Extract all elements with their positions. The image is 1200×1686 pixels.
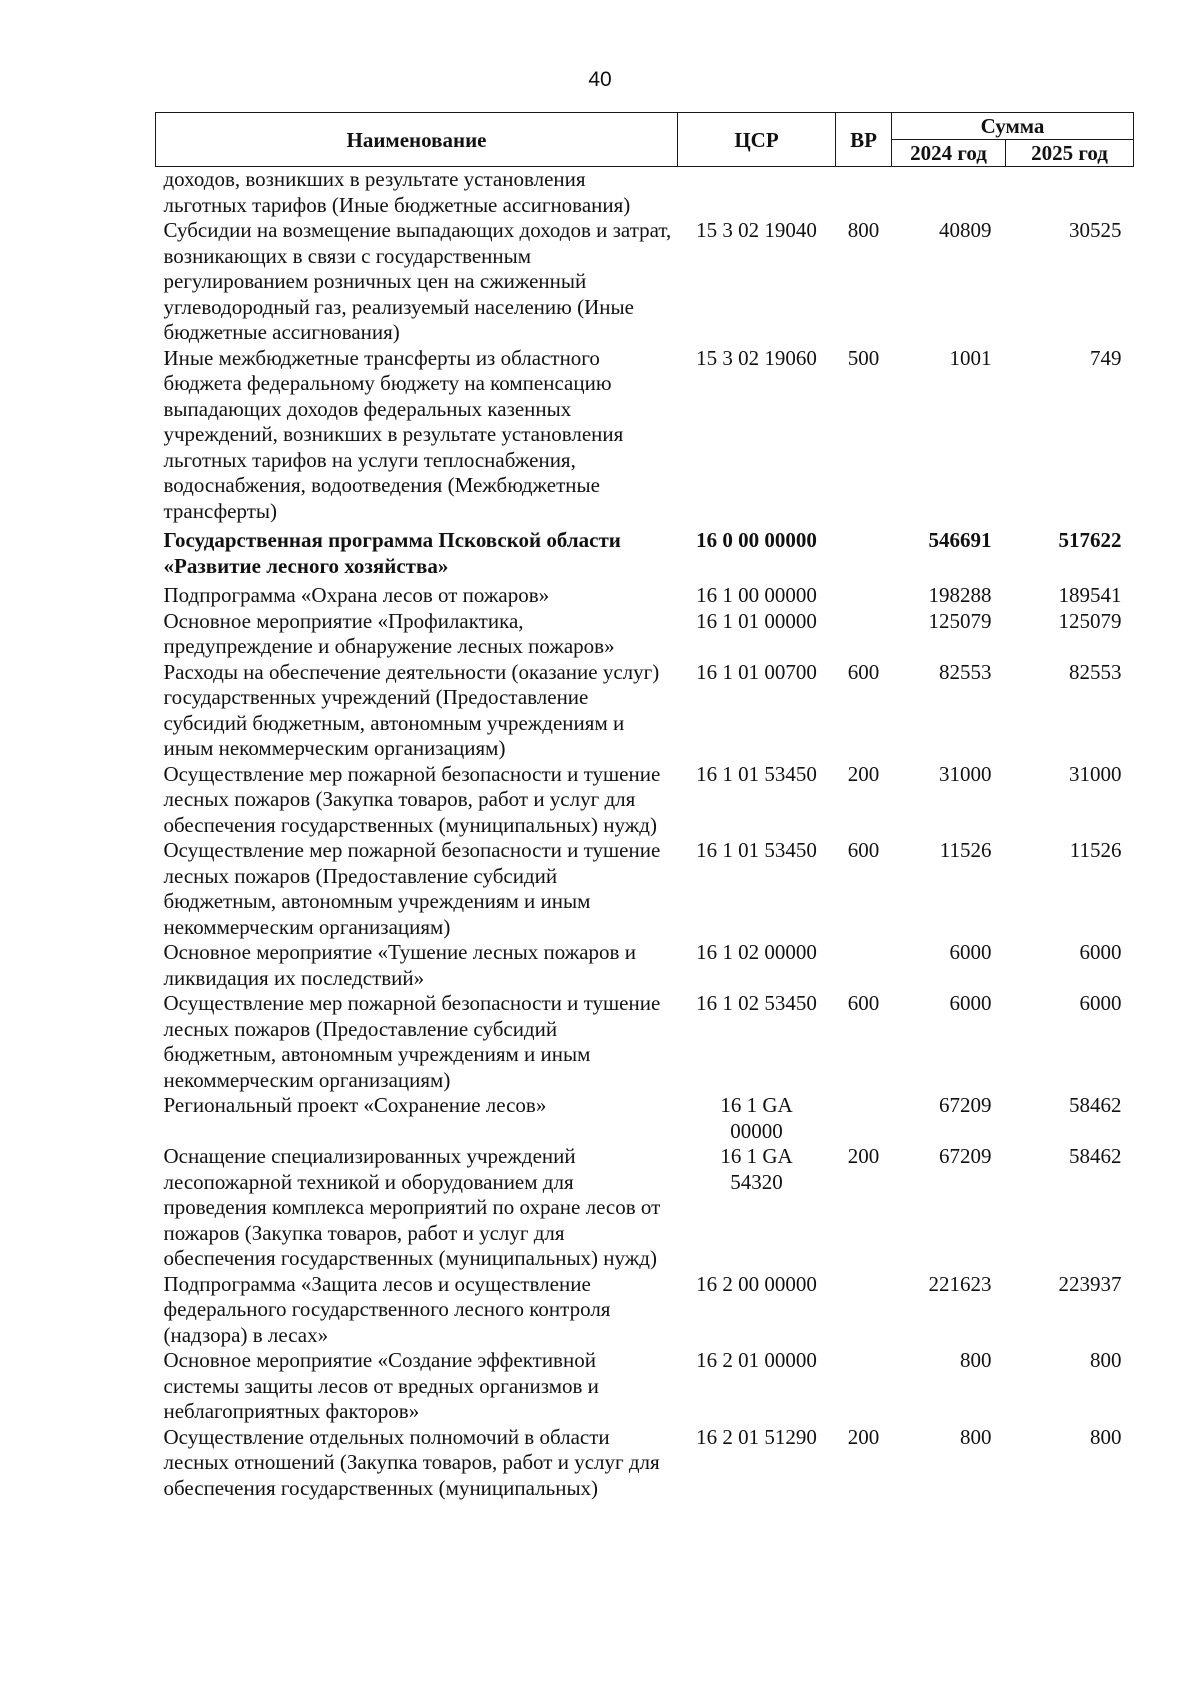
cell-sum-2025: 749 bbox=[1090, 345, 1122, 370]
cell-csr: 16 1 01 00000 bbox=[696, 608, 817, 633]
cell-sum-2024: 67209 bbox=[939, 1093, 992, 1117]
cell-sum-2024: 800 bbox=[960, 1424, 992, 1449]
table-header bbox=[156, 113, 1134, 167]
cell-sum-2024: 11526 bbox=[939, 838, 992, 862]
cell-sum-2025: 31000 bbox=[1069, 761, 1122, 786]
cell-sum-2024: 67209 bbox=[939, 1144, 992, 1168]
budget-table bbox=[155, 112, 1134, 1501]
table-row bbox=[156, 1272, 1134, 1349]
cell-name: Оснащение специализированных учреждений лесопожарной техникой и оборудованием для проведения комплекса мероприятий по охране лесов от пожаров (Закупка товаров, работ и услуг для обеспечения государственных (муниципальных) нужд) bbox=[163, 1144, 661, 1270]
cell-vr bbox=[836, 1272, 892, 1349]
cell-csr: 16 1 GA 00000 bbox=[720, 1093, 793, 1143]
cell-sum-2024: 6000 bbox=[949, 991, 992, 1015]
cell-name: Основное мероприятие «Тушение лесных пожаров и ликвидация их последствий» bbox=[163, 940, 636, 990]
cell-name: Субсидии на возмещение выпадающих доходов и затрат, возникающих в связи с государственным регулированием розничных цен на сжиженный углеводородный газ, реализуемый населению (Иные бюджетные ассигнования) bbox=[163, 218, 672, 344]
cell-csr: 16 0 00 00000 bbox=[696, 528, 817, 552]
table-row bbox=[156, 940, 1134, 991]
table-row bbox=[156, 838, 1134, 940]
cell-name: Иные межбюджетные трансферты из областного бюджета федеральному бюджету на компенсацию выпадающих доходов федеральных казенных учреждений, возникших в результате установления льготных тарифов на услуги теплоснабжения, водоснабжения, водоотведения (Межбюджетные трансферты) bbox=[163, 345, 624, 523]
header-sum: Сумма bbox=[892, 113, 1134, 140]
cell-vr: 200 bbox=[847, 1144, 880, 1168]
cell-sum-2024: 40809 bbox=[939, 218, 992, 242]
cell-csr: 15 3 02 19060 bbox=[696, 345, 817, 370]
cell-sum-2025: 800 bbox=[1090, 1348, 1122, 1372]
cell-csr: 16 1 00 00000 bbox=[696, 583, 817, 607]
cell-sum-2024: 6000 bbox=[949, 940, 992, 964]
cell-sum-2024: 82553 bbox=[939, 659, 992, 684]
header-csr: ЦСР bbox=[678, 113, 836, 167]
cell-csr: 15 3 02 19040 bbox=[696, 218, 817, 242]
cell-csr: 16 1 02 53450 bbox=[696, 991, 817, 1015]
cell-name: Осуществление отдельных полномочий в области лесных отношений (Закупка товаров, работ и услуг для обеспечения государственных (муниципальных) bbox=[163, 1424, 660, 1500]
cell-sum-2025 bbox=[1006, 167, 1134, 219]
cell-sum-2024: 800 bbox=[960, 1348, 992, 1372]
cell-name: Осуществление мер пожарной безопасности и тушение лесных пожаров (Предоставление субсидий бюджетным, автономным учреждениям и иным некоммерческим организациям) bbox=[163, 838, 661, 939]
cell-vr: 800 bbox=[847, 218, 880, 242]
cell-name: Расходы на обеспечение деятельности (оказание услуг) государственных учреждений (Предоставление субсидий бюджетным, автономным учреждениям и иным некоммерческим организациям) bbox=[163, 659, 660, 760]
cell-sum-2024: 546691 bbox=[928, 528, 992, 552]
cell-vr: 600 bbox=[847, 838, 880, 862]
table-body bbox=[156, 167, 1134, 1502]
cell-sum-2025: 6000 bbox=[1079, 940, 1122, 964]
cell-vr bbox=[836, 1093, 892, 1144]
cell-vr bbox=[836, 167, 892, 219]
cell-name: Подпрограмма «Охрана лесов от пожаров» bbox=[163, 583, 550, 607]
cell-sum-2024: 1001 bbox=[949, 345, 992, 370]
cell-name: Осуществление мер пожарной безопасности и тушение лесных пожаров (Предоставление субсидий бюджетным, автономным учреждениям и иным некоммерческим организациям) bbox=[163, 991, 661, 1092]
table-row bbox=[156, 167, 1134, 219]
header-name: Наименование bbox=[156, 113, 678, 167]
cell-sum-2025: 30525 bbox=[1069, 218, 1122, 242]
header-year-2025: 2025 год bbox=[1006, 140, 1134, 167]
cell-csr: 16 1 01 53450 bbox=[696, 838, 817, 862]
cell-sum-2024 bbox=[892, 167, 1006, 219]
cell-vr: 600 bbox=[847, 991, 880, 1015]
cell-sum-2024: 221623 bbox=[928, 1271, 992, 1296]
cell-sum-2024: 198288 bbox=[928, 583, 992, 607]
cell-sum-2025: 517622 bbox=[1058, 528, 1122, 552]
cell-sum-2025: 82553 bbox=[1069, 659, 1122, 684]
cell-vr: 600 bbox=[847, 659, 880, 684]
table-row bbox=[156, 1093, 1134, 1144]
table-row bbox=[156, 218, 1134, 346]
cell-csr: 16 1 GA 54320 bbox=[720, 1144, 793, 1194]
cell-csr: 16 1 02 00000 bbox=[696, 940, 817, 964]
cell-sum-2025: 125079 bbox=[1058, 608, 1122, 633]
cell-vr bbox=[836, 579, 892, 609]
table-row bbox=[156, 762, 1134, 839]
table-row bbox=[156, 1348, 1134, 1425]
cell-sum-2025: 223937 bbox=[1058, 1271, 1122, 1296]
cell-csr: 16 2 01 00000 bbox=[696, 1348, 817, 1372]
table-row bbox=[156, 1425, 1134, 1502]
cell-sum-2025: 189541 bbox=[1058, 583, 1122, 607]
cell-csr bbox=[678, 167, 836, 219]
cell-sum-2024: 31000 bbox=[939, 761, 992, 786]
table-row bbox=[156, 609, 1134, 660]
cell-vr bbox=[836, 940, 892, 991]
cell-name: Подпрограмма «Защита лесов и осуществление федерального государственного лесного контроля (надзора) в лесах» bbox=[163, 1271, 611, 1347]
cell-name: Основное мероприятие «Профилактика, предупреждение и обнаружение лесных пожаров» bbox=[163, 608, 615, 658]
page-number: 40 bbox=[588, 68, 612, 91]
table-row bbox=[156, 1144, 1134, 1272]
cell-vr: 500 bbox=[847, 345, 880, 370]
table-row bbox=[156, 660, 1134, 762]
cell-csr: 16 1 01 00700 bbox=[696, 659, 817, 684]
table-row bbox=[156, 991, 1134, 1093]
header-year-2024: 2024 год bbox=[892, 140, 1006, 167]
cell-csr: 16 2 01 51290 bbox=[696, 1424, 817, 1449]
cell-vr: 200 bbox=[847, 1424, 880, 1449]
cell-csr: 16 2 00 00000 bbox=[696, 1271, 817, 1296]
cell-sum-2025: 58462 bbox=[1069, 1093, 1122, 1117]
cell-sum-2025: 58462 bbox=[1069, 1144, 1122, 1168]
cell-name: Региональный проект «Сохранение лесов» bbox=[163, 1093, 547, 1117]
cell-sum-2024: 125079 bbox=[928, 608, 992, 633]
table-row bbox=[156, 524, 1134, 579]
cell-name: Основное мероприятие «Создание эффективной системы защиты лесов от вредных организмов и неблагоприятных факторов» bbox=[163, 1348, 599, 1423]
table-row bbox=[156, 346, 1134, 525]
cell-vr bbox=[836, 609, 892, 660]
cell-vr bbox=[836, 1348, 892, 1425]
header-vr: ВР bbox=[836, 113, 892, 167]
cell-name: Осуществление мер пожарной безопасности и тушение лесных пожаров (Закупка товаров, работ и услуг для обеспечения государственных (муниципальных) нужд) bbox=[163, 761, 661, 837]
cell-sum-2025: 6000 bbox=[1079, 991, 1122, 1015]
cell-sum-2025: 800 bbox=[1090, 1424, 1122, 1449]
cell-sum-2025: 11526 bbox=[1069, 838, 1122, 862]
cell-name: Государственная программа Псковской области «Развитие лесного хозяйства» bbox=[163, 528, 621, 578]
cell-name: доходов, возникших в результате установления льготных тарифов (Иные бюджетные ассигнования) bbox=[163, 167, 631, 217]
table-row bbox=[156, 579, 1134, 609]
cell-vr bbox=[836, 524, 892, 579]
cell-csr: 16 1 01 53450 bbox=[696, 761, 817, 786]
cell-vr: 200 bbox=[847, 761, 880, 786]
